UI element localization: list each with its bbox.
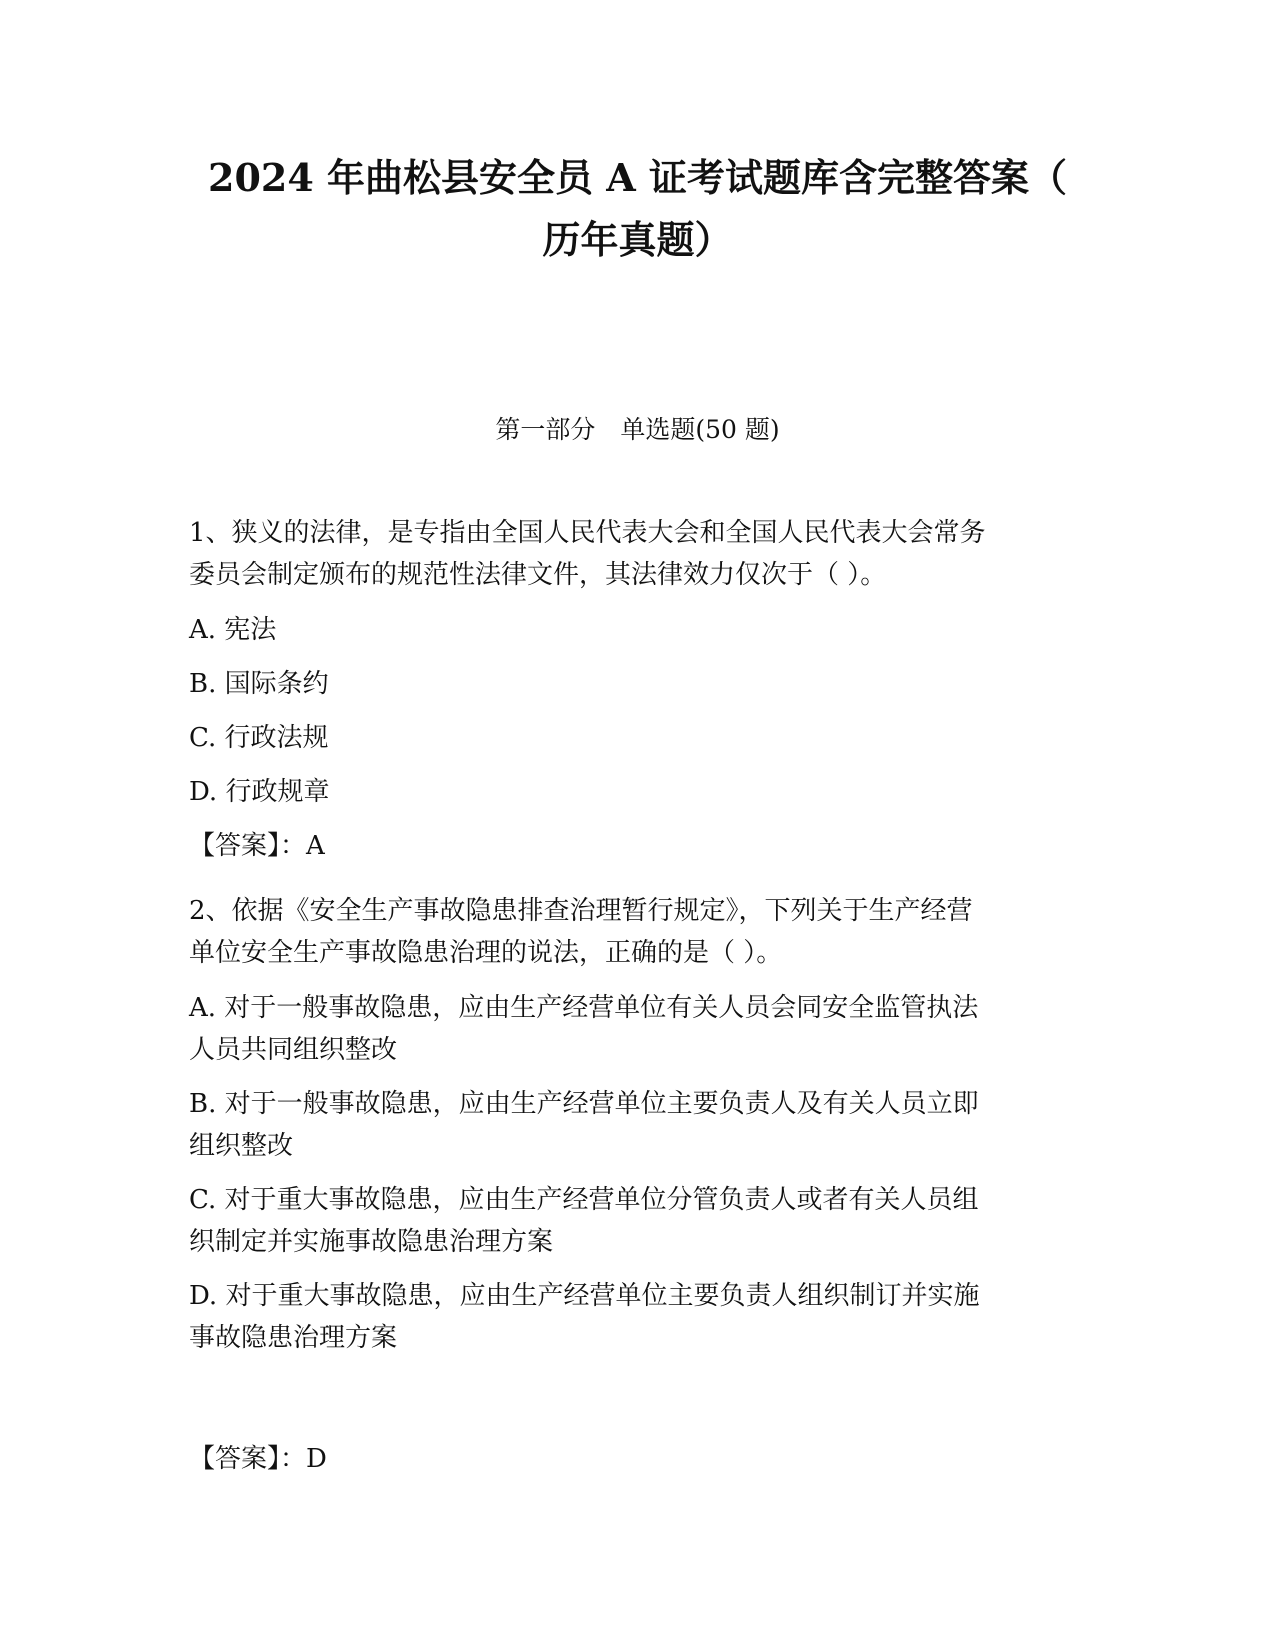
question-2 (189, 890, 1079, 1359)
question-2-option-b-line-1: B. 对于一般事故隐患，应由生产经营单位主要负责人及有关人员立即 (189, 1089, 979, 1119)
question-2-option-a-line-2: 人员共同组织整改 (189, 1035, 398, 1065)
question-1-answer: 【答案】：A (189, 831, 325, 861)
question-1-option-b: B. 国际条约 (189, 669, 329, 699)
question-2-option-a-line-1: A. 对于一般事故隐患，应由生产经营单位有关人员会同安全监管执法 (189, 993, 979, 1023)
question-2-stem-line-2: 单位安全生产事故隐患治理的说法，正确的是（ ）。 (189, 938, 783, 968)
question-2-option-c-line-1: C. 对于重大事故隐患，应由生产经营单位分管负责人或者有关人员组 (189, 1185, 979, 1215)
question-1-stem-line-1: 1、狭义的法律，是专指由全国人民代表大会和全国人民代表大会常务 (189, 518, 986, 548)
question-1-option-d: D. 行政规章 (189, 777, 330, 807)
question-1 (189, 512, 1079, 867)
question-1-stem-line-2: 委员会制定颁布的规范性法律文件，其法律效力仅次于（ ）。 (189, 560, 887, 590)
document-title-line-2: 历年真题） (542, 217, 733, 262)
question-2-option-d-line-1: D. 对于重大事故隐患，应由生产经营单位主要负责人组织制订并实施 (189, 1281, 980, 1311)
question-2-option-d-line-2: 事故隐患治理方案 (189, 1323, 398, 1353)
question-2-option-d (189, 1275, 1079, 1359)
question-1-option-c: C. 行政法规 (189, 723, 329, 753)
question-2-option-b-line-2: 组织整改 (189, 1131, 294, 1161)
section-heading: 第一部分 单选题(50 题) (495, 415, 780, 444)
question-2-option-c-line-2: 织制定并实施事故隐患治理方案 (189, 1227, 554, 1257)
question-2-option-c (189, 1179, 1079, 1263)
question-1-option-a: A. 宪法 (189, 615, 277, 645)
question-2-answer: 【答案】：D (189, 1444, 327, 1474)
document-title-line-1: 2024 年曲松县安全员 A 证考试题库含完整答案（ (208, 155, 1067, 200)
question-2-stem-line-1: 2、依据《安全生产事故隐患排查治理暂行规定》，下列关于生产经营 (189, 896, 973, 926)
question-2-option-b (189, 1083, 1079, 1167)
question-2-option-a (189, 987, 1079, 1071)
